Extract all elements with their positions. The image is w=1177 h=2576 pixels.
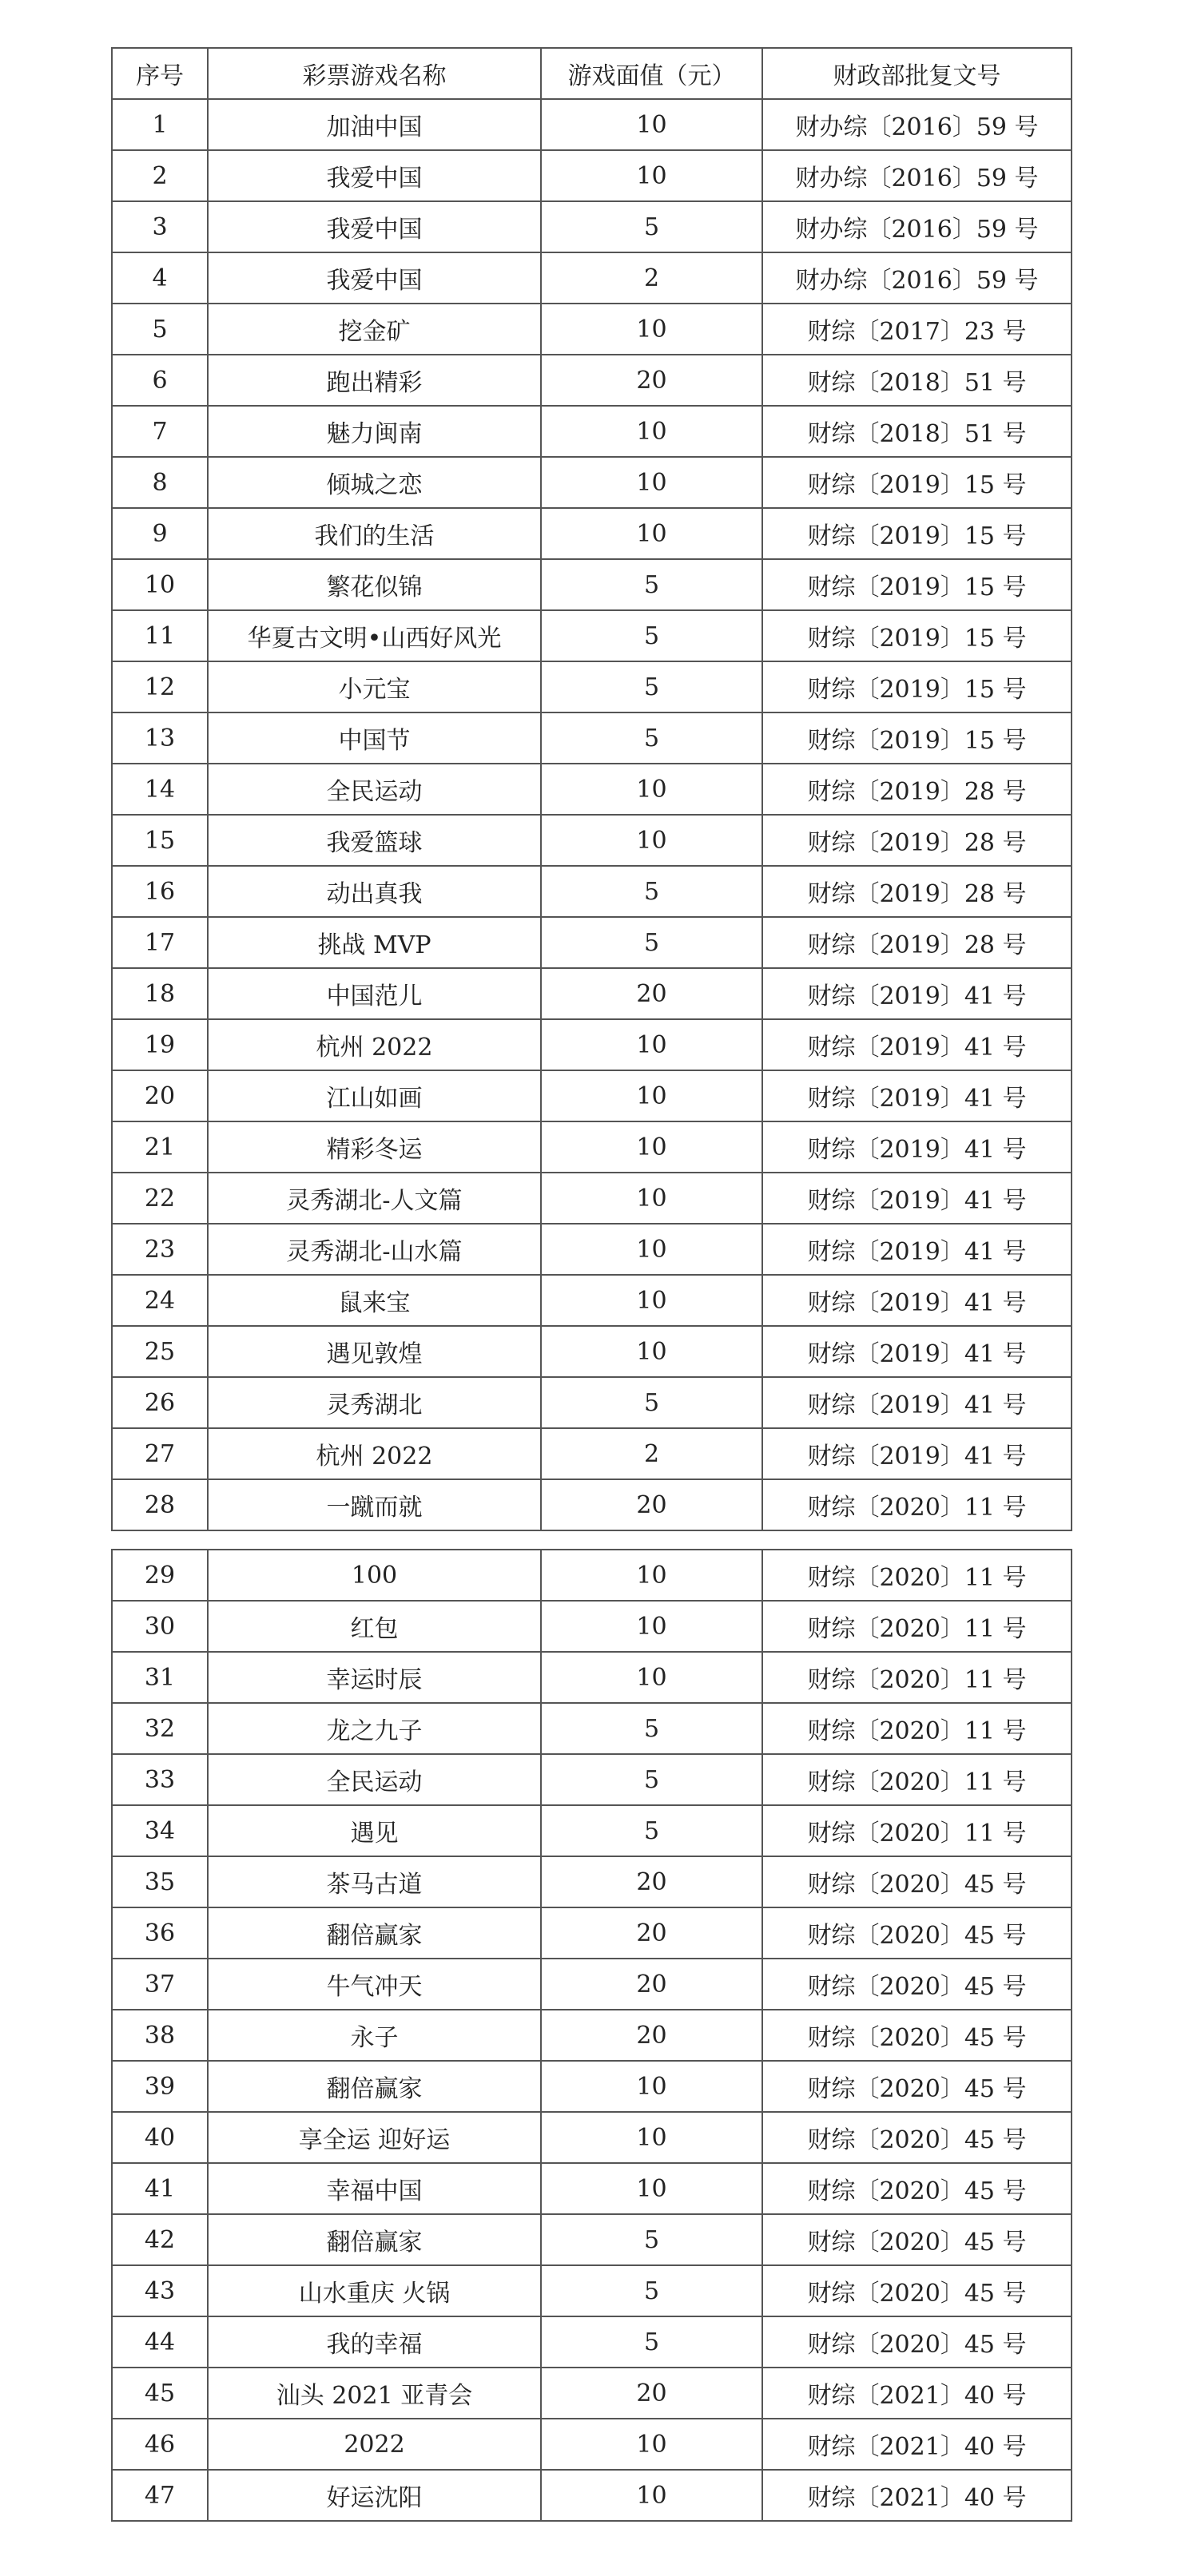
cell-serial-number: 41 [112,2163,208,2214]
cell-approval-document: 财综〔2020〕45 号 [762,2061,1072,2112]
cell-serial-number: 10 [112,559,208,610]
table-row [112,1959,1072,2010]
table-row [112,355,1072,406]
cell-approval-document: 财综〔2019〕41 号 [762,1070,1072,1121]
cell-game-name: 灵秀湖北-人文篇 [208,1173,541,1224]
cell-game-name: 中国节 [208,712,541,764]
cell-approval-document: 财办综〔2016〕59 号 [762,99,1072,150]
table-row [112,661,1072,712]
table-row [112,2214,1072,2265]
cell-face-value: 5 [541,2265,762,2316]
cell-serial-number: 13 [112,712,208,764]
cell-game-name: 红包 [208,1601,541,1652]
cell-serial-number: 42 [112,2214,208,2265]
table-row [112,2419,1072,2470]
table-row [112,610,1072,661]
cell-serial-number: 38 [112,2010,208,2061]
cell-approval-document: 财综〔2019〕15 号 [762,508,1072,559]
header-approval-document: 财政部批复文号 [762,48,1072,99]
cell-game-name: 倾城之恋 [208,457,541,508]
cell-face-value: 10 [541,1326,762,1377]
cell-approval-document: 财综〔2019〕41 号 [762,1019,1072,1070]
table-row [112,1377,1072,1428]
cell-game-name: 小元宝 [208,661,541,712]
cell-serial-number: 4 [112,252,208,304]
cell-face-value: 5 [541,866,762,917]
table-row [112,1173,1072,1224]
cell-serial-number: 19 [112,1019,208,1070]
cell-approval-document: 财综〔2020〕45 号 [762,2316,1072,2368]
cell-face-value: 10 [541,1070,762,1121]
cell-face-value: 5 [541,610,762,661]
table-row [112,201,1072,252]
table-row [112,508,1072,559]
table-row [112,1224,1072,1275]
cell-face-value: 5 [541,1754,762,1805]
table-row [112,457,1072,508]
cell-game-name: 永子 [208,2010,541,2061]
table-row [112,815,1072,866]
table-row [112,2061,1072,2112]
cell-face-value: 10 [541,150,762,201]
cell-game-name: 好运沈阳 [208,2470,541,2521]
cell-approval-document: 财办综〔2016〕59 号 [762,201,1072,252]
cell-approval-document: 财综〔2019〕41 号 [762,1173,1072,1224]
cell-game-name: 鼠来宝 [208,1275,541,1326]
table-row [112,252,1072,304]
cell-face-value: 10 [541,1601,762,1652]
cell-face-value: 5 [541,201,762,252]
cell-approval-document: 财综〔2017〕23 号 [762,304,1072,355]
cell-approval-document: 财综〔2020〕45 号 [762,2112,1072,2163]
cell-approval-document: 财综〔2019〕41 号 [762,1326,1072,1377]
cell-serial-number: 9 [112,508,208,559]
cell-approval-document: 财综〔2020〕45 号 [762,1959,1072,2010]
cell-serial-number: 30 [112,1601,208,1652]
cell-serial-number: 46 [112,2419,208,2470]
cell-serial-number: 20 [112,1070,208,1121]
table-row [112,2368,1072,2419]
cell-serial-number: 28 [112,1479,208,1530]
cell-game-name: 精彩冬运 [208,1121,541,1173]
cell-approval-document: 财综〔2019〕41 号 [762,1275,1072,1326]
cell-approval-document: 财综〔2019〕15 号 [762,559,1072,610]
cell-approval-document: 财综〔2019〕15 号 [762,610,1072,661]
table-row [112,1479,1072,1530]
cell-approval-document: 财综〔2021〕40 号 [762,2470,1072,2521]
cell-face-value: 10 [541,2112,762,2163]
cell-game-name: 翻倍赢家 [208,2061,541,2112]
cell-game-name: 中国范儿 [208,968,541,1019]
table-row [112,1601,1072,1652]
cell-serial-number: 43 [112,2265,208,2316]
table-row [112,866,1072,917]
cell-approval-document: 财综〔2020〕11 号 [762,1703,1072,1754]
cell-approval-document: 财综〔2018〕51 号 [762,406,1072,457]
table-row [112,1019,1072,1070]
cell-face-value: 5 [541,1703,762,1754]
table-row [112,2010,1072,2061]
table-row [112,1703,1072,1754]
cell-game-name: 杭州 2022 [208,1428,541,1479]
table-row [112,1856,1072,1907]
cell-game-name: 全民运动 [208,1754,541,1805]
table-row [112,1550,1072,1601]
cell-approval-document: 财综〔2019〕41 号 [762,968,1072,1019]
cell-face-value: 10 [541,2419,762,2470]
cell-approval-document: 财综〔2020〕45 号 [762,2010,1072,2061]
cell-game-name: 我的幸福 [208,2316,541,2368]
cell-game-name: 江山如画 [208,1070,541,1121]
cell-game-name: 翻倍赢家 [208,2214,541,2265]
cell-serial-number: 14 [112,764,208,815]
cell-serial-number: 26 [112,1377,208,1428]
table-row [112,2470,1072,2521]
cell-game-name: 山水重庆 火锅 [208,2265,541,2316]
table-row [112,1275,1072,1326]
cell-serial-number: 17 [112,917,208,968]
table-row [112,1805,1072,1856]
cell-face-value: 5 [541,1377,762,1428]
cell-serial-number: 27 [112,1428,208,1479]
cell-face-value: 5 [541,917,762,968]
cell-face-value: 5 [541,661,762,712]
cell-approval-document: 财综〔2019〕41 号 [762,1121,1072,1173]
cell-serial-number: 40 [112,2112,208,2163]
cell-game-name: 我爱中国 [208,252,541,304]
cell-serial-number: 1 [112,99,208,150]
table-row [112,1326,1072,1377]
cell-approval-document: 财综〔2020〕45 号 [762,1907,1072,1959]
cell-serial-number: 18 [112,968,208,1019]
table-row [112,150,1072,201]
cell-game-name: 翻倍赢家 [208,1907,541,1959]
cell-face-value: 10 [541,406,762,457]
table-header-row [112,48,1072,99]
cell-serial-number: 22 [112,1173,208,1224]
table-row [112,968,1072,1019]
cell-face-value: 20 [541,1479,762,1530]
cell-face-value: 10 [541,99,762,150]
cell-game-name: 享全运 迎好运 [208,2112,541,2163]
cell-game-name: 繁花似锦 [208,559,541,610]
table-row [112,1428,1072,1479]
cell-game-name: 我爱篮球 [208,815,541,866]
table-row [112,406,1072,457]
table-row [112,712,1072,764]
cell-face-value: 10 [541,1275,762,1326]
cell-approval-document: 财综〔2019〕28 号 [762,866,1072,917]
table-row [112,1121,1072,1173]
cell-game-name: 2022 [208,2419,541,2470]
cell-game-name: 幸运时辰 [208,1652,541,1703]
cell-serial-number: 5 [112,304,208,355]
header-serial-number: 序号 [112,48,208,99]
table-row [112,2316,1072,2368]
cell-face-value: 20 [541,968,762,1019]
table-row [112,917,1072,968]
cell-face-value: 2 [541,1428,762,1479]
cell-approval-document: 财综〔2019〕28 号 [762,764,1072,815]
cell-game-name: 牛气冲天 [208,1959,541,2010]
cell-face-value: 10 [541,764,762,815]
cell-game-name: 挑战 MVP [208,917,541,968]
cell-approval-document: 财综〔2021〕40 号 [762,2368,1072,2419]
cell-face-value: 10 [541,1121,762,1173]
cell-game-name: 灵秀湖北-山水篇 [208,1224,541,1275]
cell-face-value: 5 [541,1805,762,1856]
cell-game-name: 动出真我 [208,866,541,917]
cell-approval-document: 财综〔2020〕11 号 [762,1479,1072,1530]
cell-approval-document: 财综〔2020〕11 号 [762,1601,1072,1652]
cell-game-name: 我们的生活 [208,508,541,559]
cell-face-value: 20 [541,1907,762,1959]
cell-game-name: 龙之九子 [208,1703,541,1754]
cell-serial-number: 32 [112,1703,208,1754]
table-row [112,304,1072,355]
cell-approval-document: 财综〔2019〕28 号 [762,917,1072,968]
cell-face-value: 5 [541,2214,762,2265]
cell-game-name: 我爱中国 [208,150,541,201]
cell-game-name: 跑出精彩 [208,355,541,406]
cell-approval-document: 财综〔2019〕15 号 [762,457,1072,508]
cell-serial-number: 47 [112,2470,208,2521]
cell-serial-number: 36 [112,1907,208,1959]
table-row [112,1652,1072,1703]
cell-face-value: 10 [541,457,762,508]
cell-serial-number: 2 [112,150,208,201]
cell-serial-number: 29 [112,1550,208,1601]
cell-game-name: 华夏古文明•山西好风光 [208,610,541,661]
cell-approval-document: 财综〔2020〕45 号 [762,2214,1072,2265]
cell-serial-number: 6 [112,355,208,406]
lottery-games-table-part-1 [111,47,1072,1531]
cell-serial-number: 45 [112,2368,208,2419]
cell-game-name: 一蹴而就 [208,1479,541,1530]
cell-face-value: 5 [541,559,762,610]
cell-face-value: 20 [541,2010,762,2061]
cell-game-name: 我爱中国 [208,201,541,252]
cell-approval-document: 财综〔2020〕11 号 [762,1550,1072,1601]
cell-serial-number: 34 [112,1805,208,1856]
cell-face-value: 10 [541,304,762,355]
cell-approval-document: 财办综〔2016〕59 号 [762,150,1072,201]
cell-approval-document: 财综〔2019〕28 号 [762,815,1072,866]
cell-approval-document: 财综〔2019〕41 号 [762,1224,1072,1275]
cell-face-value: 20 [541,1856,762,1907]
cell-face-value: 10 [541,815,762,866]
cell-approval-document: 财综〔2018〕51 号 [762,355,1072,406]
cell-serial-number: 21 [112,1121,208,1173]
cell-approval-document: 财综〔2019〕15 号 [762,661,1072,712]
cell-approval-document: 财综〔2020〕45 号 [762,2265,1072,2316]
cell-face-value: 5 [541,712,762,764]
header-game-name: 彩票游戏名称 [208,48,541,99]
table-row [112,1754,1072,1805]
cell-game-name: 遇见 [208,1805,541,1856]
cell-game-name: 茶马古道 [208,1856,541,1907]
cell-face-value: 10 [541,2061,762,2112]
cell-serial-number: 39 [112,2061,208,2112]
cell-game-name: 遇见敦煌 [208,1326,541,1377]
cell-serial-number: 24 [112,1275,208,1326]
cell-approval-document: 财综〔2020〕11 号 [762,1805,1072,1856]
cell-approval-document: 财综〔2020〕45 号 [762,1856,1072,1907]
cell-game-name: 100 [208,1550,541,1601]
cell-serial-number: 44 [112,2316,208,2368]
table-row [112,559,1072,610]
cell-game-name: 汕头 2021 亚青会 [208,2368,541,2419]
cell-approval-document: 财综〔2019〕41 号 [762,1428,1072,1479]
cell-serial-number: 25 [112,1326,208,1377]
cell-face-value: 10 [541,508,762,559]
cell-face-value: 20 [541,2368,762,2419]
table-row [112,1070,1072,1121]
table-row [112,2163,1072,2214]
cell-face-value: 10 [541,1019,762,1070]
cell-face-value: 10 [541,2163,762,2214]
cell-serial-number: 16 [112,866,208,917]
cell-face-value: 20 [541,355,762,406]
cell-serial-number: 33 [112,1754,208,1805]
cell-approval-document: 财综〔2019〕41 号 [762,1377,1072,1428]
cell-approval-document: 财综〔2019〕15 号 [762,712,1072,764]
cell-serial-number: 3 [112,201,208,252]
cell-face-value: 10 [541,1550,762,1601]
cell-serial-number: 23 [112,1224,208,1275]
cell-face-value: 10 [541,1173,762,1224]
cell-serial-number: 7 [112,406,208,457]
cell-game-name: 幸福中国 [208,2163,541,2214]
cell-approval-document: 财办综〔2016〕59 号 [762,252,1072,304]
cell-face-value: 10 [541,1224,762,1275]
table-row [112,764,1072,815]
table-row [112,2112,1072,2163]
cell-serial-number: 11 [112,610,208,661]
cell-game-name: 杭州 2022 [208,1019,541,1070]
cell-serial-number: 35 [112,1856,208,1907]
cell-game-name: 魅力闽南 [208,406,541,457]
table-row [112,2265,1072,2316]
cell-face-value: 10 [541,1652,762,1703]
cell-approval-document: 财综〔2020〕45 号 [762,2163,1072,2214]
cell-game-name: 全民运动 [208,764,541,815]
cell-serial-number: 31 [112,1652,208,1703]
lottery-games-table-part-2 [111,1549,1072,2522]
header-face-value: 游戏面值（元） [541,48,762,99]
cell-game-name: 挖金矿 [208,304,541,355]
table-row [112,1907,1072,1959]
cell-face-value: 10 [541,2470,762,2521]
cell-face-value: 20 [541,1959,762,2010]
cell-game-name: 灵秀湖北 [208,1377,541,1428]
cell-serial-number: 15 [112,815,208,866]
cell-serial-number: 8 [112,457,208,508]
cell-face-value: 2 [541,252,762,304]
cell-serial-number: 37 [112,1959,208,2010]
cell-serial-number: 12 [112,661,208,712]
cell-face-value: 5 [541,2316,762,2368]
cell-game-name: 加油中国 [208,99,541,150]
table-row [112,99,1072,150]
cell-approval-document: 财综〔2020〕11 号 [762,1754,1072,1805]
cell-approval-document: 财综〔2020〕11 号 [762,1652,1072,1703]
cell-approval-document: 财综〔2021〕40 号 [762,2419,1072,2470]
